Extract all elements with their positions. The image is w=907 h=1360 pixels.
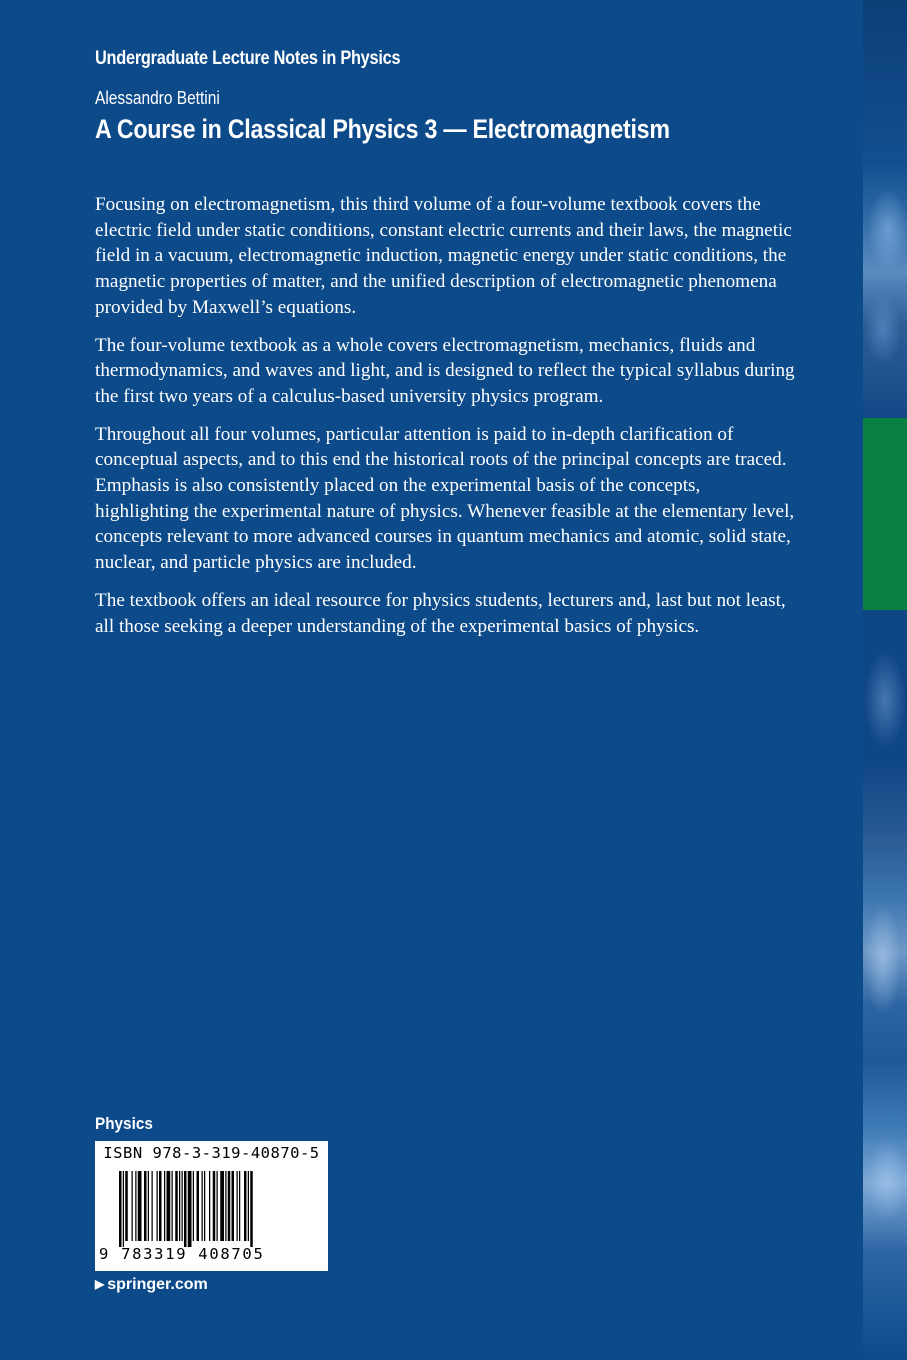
barcode-bar: [132, 1171, 133, 1241]
barcode-bar: [182, 1171, 183, 1241]
barcode-bar: [119, 1171, 122, 1247]
blurb-text: [95, 192, 797, 651]
barcode-bar: [209, 1171, 210, 1241]
barcode-bar: [232, 1171, 235, 1241]
series-title: Undergraduate Lecture Notes in Physics: [95, 48, 401, 69]
barcode-bar: [157, 1171, 158, 1241]
blurb-paragraph: Throughout all four volumes, particular attention is paid to in-depth clarification of conceptual aspects, and to this end the historical roots of the principal concepts are traced. Emphasis is also consistently placed on the experimental basis of the concepts, highlighting the experimental nature of physics. Whenever feasible at the elementary level, concepts relevant to more advanced courses in quantum mechanics and atomic, solid state, nuclear, and particle physics are included.: [95, 423, 795, 574]
barcode-digits: 9 783319 408705: [99, 1245, 265, 1263]
barcode-bar: [164, 1171, 165, 1241]
barcode-bar: [197, 1171, 200, 1241]
barcode-bar: [225, 1171, 226, 1241]
barcode-bar: [213, 1171, 216, 1241]
barcode-bar: [123, 1171, 124, 1247]
barcode-bar: [138, 1171, 142, 1241]
barcode-bar: [204, 1171, 205, 1241]
barcode-bar: [148, 1171, 149, 1241]
barcode-bar: [217, 1171, 218, 1241]
barcode-bar: [179, 1171, 180, 1241]
barcode-bar: [167, 1171, 171, 1241]
barcode-bar: [152, 1171, 153, 1241]
barcode-bar: [144, 1171, 147, 1241]
barcode-bar: [188, 1171, 192, 1247]
barcode-bar: [202, 1171, 203, 1241]
cover-art-glow: [863, 0, 907, 1360]
barcode-bar: [159, 1171, 162, 1241]
color-band: [863, 418, 907, 610]
barcode-bars: [119, 1171, 309, 1247]
barcode-bar: [135, 1171, 136, 1241]
barcode-bar: [250, 1171, 253, 1247]
barcode-bar: [244, 1171, 247, 1241]
isbn-label: ISBN 978-3-319-40870-5: [103, 1144, 320, 1162]
barcode-bar: [220, 1171, 224, 1241]
play-arrow-icon: ▶: [95, 1277, 105, 1291]
barcode-bar: [228, 1171, 231, 1241]
blurb-paragraph: The textbook offers an ideal resource for physics students, lecturers and, last but not least, all those seeking a deeper understanding of the experimental basics of physics.: [95, 589, 786, 637]
subject-label: Physics: [95, 1114, 153, 1133]
barcode-bar: [239, 1171, 240, 1241]
isbn-barcode: [95, 1141, 328, 1271]
barcode-bar: [175, 1171, 178, 1241]
author-name: Alessandro Bettini: [95, 88, 220, 108]
website-label: springer.com: [107, 1276, 208, 1293]
barcode-bar: [248, 1171, 249, 1241]
barcode-bar: [184, 1171, 187, 1247]
publisher-website[interactable]: [95, 1276, 208, 1294]
book-title: A Course in Classical Physics 3 — Electromagnetism: [95, 114, 670, 144]
blurb-paragraph: The four-volume textbook as a whole covers electromagnetism, mechanics, fluids and thermodynamics, and waves and light, and is designed to reflect the typical syllabus during the first two years of a calculus-based university physics program.: [95, 334, 795, 407]
blurb-paragraph: Focusing on electromagnetism, this third volume of a four-volume textbook covers the electric field under static conditions, constant electric currents and their laws, the magnetic field in a vacuum, electromagnetic induction, magnetic energy under static conditions, the magnetic properties of matter, and the unified description of electromagnetic phenomena provided by Maxwell’s equations.: [95, 194, 792, 318]
barcode-bar: [237, 1171, 238, 1241]
barcode-bar: [125, 1171, 128, 1241]
barcode-bar: [172, 1171, 173, 1241]
barcode-bar: [193, 1171, 194, 1241]
